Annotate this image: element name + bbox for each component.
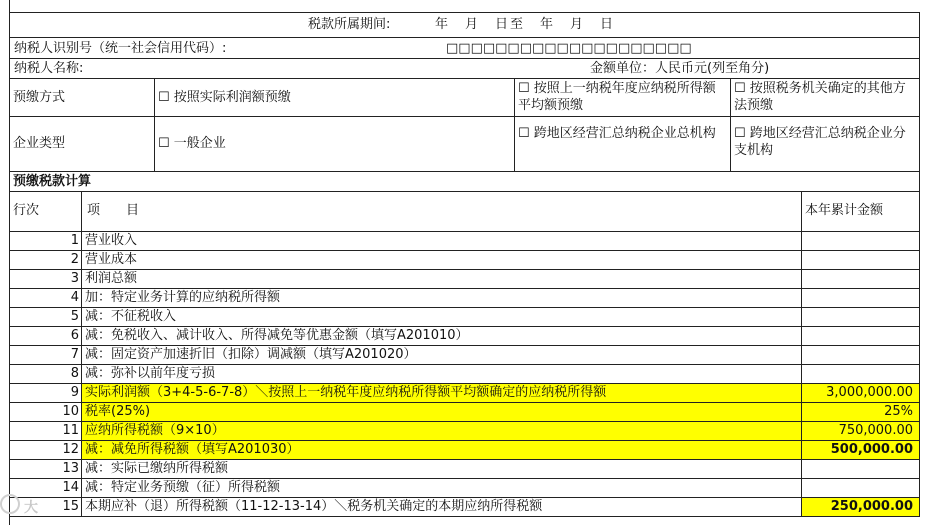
row-amount[interactable]: 3,000,000.00 xyxy=(802,384,920,403)
prepay-label: 预缴方式 xyxy=(10,79,155,117)
column-header-line: 行次 xyxy=(10,192,82,232)
row-amount[interactable] xyxy=(802,289,920,308)
row-amount[interactable]: 25% xyxy=(802,403,920,422)
row-number: 7 xyxy=(10,346,82,365)
row-amount[interactable] xyxy=(802,308,920,327)
watermark-logo-icon xyxy=(0,494,20,514)
row-number: 15 xyxy=(10,498,82,517)
currency-label: 金额单位：人民币元(列至角分) xyxy=(590,61,770,76)
row-number: 14 xyxy=(10,479,82,498)
row-item: 减：免税收入、减计收入、所得减免等优惠金额（填写A201010） xyxy=(82,327,802,346)
row-item: 营业成本 xyxy=(82,251,802,270)
row-number: 3 xyxy=(10,270,82,289)
row-number: 5 xyxy=(10,308,82,327)
period-label: 税款所属期间: xyxy=(308,17,391,32)
column-header-item: 项 目 xyxy=(82,192,802,232)
row-number: 1 xyxy=(10,232,82,251)
row-number: 11 xyxy=(10,422,82,441)
enterprise-option-head[interactable]: ☐ 跨地区经营汇总纳税企业总机构 xyxy=(515,117,731,172)
row-item: 减：减免所得税额（填写A201030） xyxy=(82,441,802,460)
left-gutter xyxy=(0,0,10,525)
row-number: 2 xyxy=(10,251,82,270)
row-amount[interactable]: 250,000.00 xyxy=(802,498,920,517)
row-number: 13 xyxy=(10,460,82,479)
prepay-option-average[interactable]: ☐ 按照上一纳税年度应纳税所得额平均额预缴 xyxy=(515,79,731,117)
watermark-text: 大 xyxy=(24,500,38,516)
taxpayer-id-boxes[interactable]: □□□□□□□□□□□□□□□□□□□□ xyxy=(446,41,692,56)
row-amount[interactable] xyxy=(802,251,920,270)
row-item: 加：特定业务计算的应纳税所得额 xyxy=(82,289,802,308)
row-number: 8 xyxy=(10,365,82,384)
row-amount[interactable] xyxy=(802,327,920,346)
column-header-amount: 本年累计金额 xyxy=(802,192,920,232)
row-number: 4 xyxy=(10,289,82,308)
row-amount[interactable] xyxy=(802,346,920,365)
row-item: 减：特定业务预缴（征）所得税额 xyxy=(82,479,802,498)
row-number: 9 xyxy=(10,384,82,403)
row-item: 减：弥补以前年度亏损 xyxy=(82,365,802,384)
row-item: 税率(25%) xyxy=(82,403,802,422)
row-amount[interactable]: 750,000.00 xyxy=(802,422,920,441)
row-item: 减：固定资产加速折旧（扣除）调减额（填写A201020） xyxy=(82,346,802,365)
enterprise-option-branch[interactable]: ☐ 跨地区经营汇总纳税企业分支机构 xyxy=(731,117,920,172)
prepay-option-actual[interactable]: ☐ 按照实际利润额预缴 xyxy=(155,79,515,117)
row-number: 12 xyxy=(10,441,82,460)
row-item: 利润总额 xyxy=(82,270,802,289)
taxpayer-id-label: 纳税人识别号（统一社会信用代码）: xyxy=(14,41,227,56)
row-amount[interactable] xyxy=(802,232,920,251)
row-item: 应纳所得税额（9×10） xyxy=(82,422,802,441)
row-amount[interactable] xyxy=(802,479,920,498)
row-amount[interactable] xyxy=(802,270,920,289)
period-value: 年 月 日至 年 月 日 xyxy=(435,17,616,32)
row-item: 本期应补（退）所得税额（11-12-13-14）＼税务机关确定的本期应纳所得税额 xyxy=(82,498,802,517)
prepay-option-other[interactable]: ☐ 按照税务机关确定的其他方法预缴 xyxy=(731,79,920,117)
row-item: 减：实际已缴纳所得税额 xyxy=(82,460,802,479)
row-item: 减：不征税收入 xyxy=(82,308,802,327)
row-number: 10 xyxy=(10,403,82,422)
row-item: 实际利润额（3+4-5-6-7-8）＼按照上一纳税年度应纳税所得额平均额确定的应纳税所得额 xyxy=(82,384,802,403)
row-amount[interactable] xyxy=(802,460,920,479)
section-title: 预缴税款计算 xyxy=(10,172,920,192)
row-amount[interactable] xyxy=(802,365,920,384)
enterprise-option-general[interactable]: ☐ 一般企业 xyxy=(155,117,515,172)
row-number: 6 xyxy=(10,327,82,346)
taxpayer-name-row xyxy=(10,59,920,79)
taxpayer-name-label: 纳税人名称: xyxy=(14,61,84,76)
row-item: 营业收入 xyxy=(82,232,802,251)
row-amount[interactable]: 500,000.00 xyxy=(802,441,920,460)
enterprise-label: 企业类型 xyxy=(10,117,155,172)
